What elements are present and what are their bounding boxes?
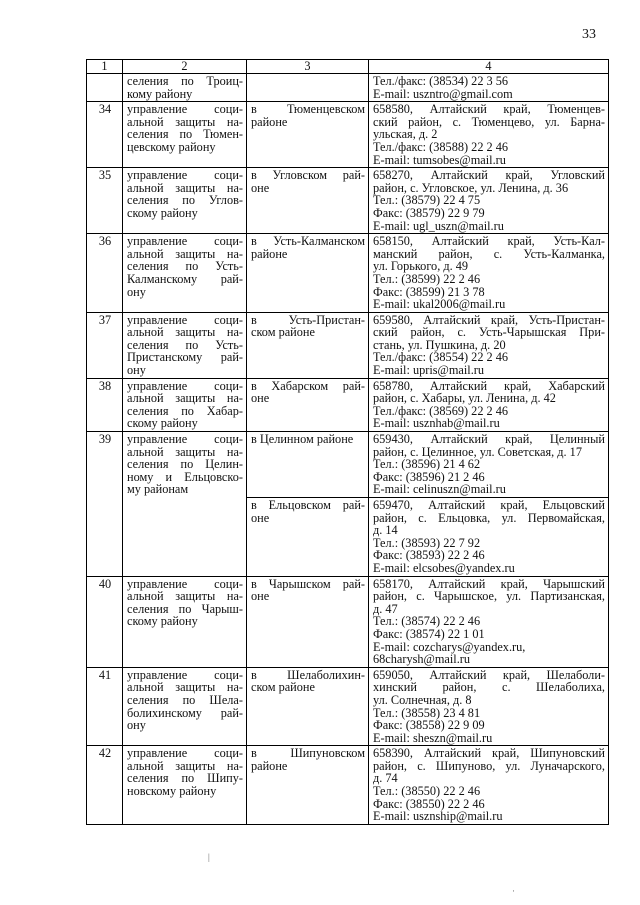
- agency-location-line: ском районе: [251, 325, 315, 340]
- agency-contacts: [369, 667, 609, 746]
- agency-contacts-line: д. 74: [373, 771, 398, 786]
- agency-contacts-line: Тел.: (38574) 22 2 46: [373, 614, 481, 629]
- agency-name-line: селения по Усть-: [127, 337, 243, 352]
- agency-contacts: [369, 234, 609, 313]
- agency-contacts-line: Факс: (38599) 21 3 78: [373, 284, 485, 299]
- agency-contacts-line: Тел.: (38550) 22 2 46: [373, 784, 481, 799]
- agency-contacts-line: д. 47: [373, 601, 398, 616]
- agency-location: [247, 746, 369, 825]
- agency-name-line: скому району: [127, 416, 198, 431]
- agency-contacts: [369, 102, 609, 168]
- scan-mark: ·: [512, 886, 515, 896]
- agency-contacts-line: E-mail: celinuszn@mail.ru: [373, 482, 506, 497]
- agency-contacts-line: район, с. Шипуново, ул. Луначарского,: [373, 758, 605, 773]
- agency-contacts-line: район, с. Чарышское, ул. Партизанская,: [373, 589, 605, 604]
- agency-name-line: альной защиты на-: [127, 325, 243, 340]
- agency-name: [123, 312, 247, 378]
- agency-name-line: кому району: [127, 86, 193, 101]
- agency-contacts-line: ский район, с. Тюменцево, ул. Барна-: [373, 114, 605, 129]
- agency-name-line: управление соци-: [127, 667, 243, 682]
- agency-location-line: в Шипуновском: [251, 746, 365, 761]
- agency-name-line: селения по Усть-: [127, 259, 243, 274]
- agency-contacts-line: Тел./факс: (38554) 22 2 46: [373, 350, 509, 365]
- table-row: [87, 667, 609, 746]
- agency-contacts-line: район, с. Целинное, ул. Советская, д. 17: [373, 444, 582, 459]
- agency-contacts: [369, 746, 609, 825]
- agency-name-line: альной защиты на-: [127, 589, 243, 604]
- agency-name: [123, 746, 247, 825]
- agency-contacts-line: E-mail: usznhab@mail.ru: [373, 416, 500, 431]
- agency-contacts: [369, 432, 609, 498]
- agency-name-line: цевскому району: [127, 139, 216, 154]
- agency-contacts-line: E-mail: usznship@mail.ru: [373, 809, 503, 824]
- agency-location: [247, 498, 369, 577]
- row-number: 40: [87, 576, 123, 667]
- agency-name-line: селения по Шела-: [127, 692, 243, 707]
- table-row: [87, 432, 609, 498]
- agency-name-line: альной защиты на-: [127, 444, 243, 459]
- agency-name-line: скому району: [127, 205, 198, 220]
- agency-location-line: в Чарышском рай-: [251, 576, 365, 591]
- agency-contacts-line: Тел./факс: (38588) 22 2 46: [373, 139, 509, 154]
- agency-contacts-line: E-mail: sheszn@mail.ru: [373, 730, 493, 745]
- agency-name-line: му районам: [127, 482, 189, 497]
- agency-contacts-line: Тел./факс: (38569) 22 2 46: [373, 403, 509, 418]
- page-number: 33: [582, 27, 596, 42]
- agency-name-line: альной защиты на-: [127, 680, 243, 695]
- agency-name-line: ону: [127, 284, 146, 299]
- agency-name-line: селения по Хабар-: [127, 403, 243, 418]
- agency-location-line: в Хабарском рай-: [251, 378, 365, 393]
- agency-location-line: районе: [251, 758, 288, 773]
- column-number: 3: [247, 60, 369, 74]
- agency-contacts: [369, 74, 609, 102]
- agency-location: [247, 378, 369, 431]
- agency-contacts-line: Факс: (38593) 22 2 46: [373, 548, 485, 563]
- agency-location-line: в Целинном районе: [251, 432, 354, 447]
- agency-name-line: селения по Тюмен-: [127, 127, 243, 142]
- agency-contacts-line: Факс: (38550) 22 2 46: [373, 796, 485, 811]
- agency-contacts-line: 68charysh@mail.ru: [373, 652, 471, 667]
- agency-location-line: в Угловском рай-: [251, 168, 365, 183]
- agency-contacts-line: ульская, д. 2: [373, 127, 438, 142]
- table-row: [87, 74, 609, 102]
- agency-location: [247, 102, 369, 168]
- column-number: 1: [87, 60, 123, 74]
- agency-name-line: Пристанскому рай-: [127, 350, 243, 365]
- agency-name-line: управление соци-: [127, 432, 243, 447]
- agency-name: [123, 74, 247, 102]
- row-number: 39: [87, 432, 123, 577]
- agency-contacts-line: ул. Солнечная, д. 8: [373, 692, 472, 707]
- agency-location-line: ском районе: [251, 680, 315, 695]
- row-number: 42: [87, 746, 123, 825]
- agency-contacts-line: 659470, Алтайский край, Ельцовский: [373, 498, 605, 512]
- agency-contacts-line: район, с. Хабары, ул. Ленина, д. 42: [373, 391, 556, 406]
- table-row: [87, 312, 609, 378]
- scan-mark: |: [208, 852, 210, 862]
- row-number: 35: [87, 168, 123, 234]
- row-number: [87, 74, 123, 102]
- agency-contacts-line: Факс: (38574) 22 1 01: [373, 626, 485, 641]
- agency-location: [247, 576, 369, 667]
- agency-name: [123, 432, 247, 577]
- agency-name-line: альной защиты на-: [127, 246, 243, 261]
- agency-location-line: районе: [251, 246, 288, 261]
- agency-contacts-line: манский район, с. Усть-Калманка,: [373, 246, 605, 261]
- column-number: 2: [123, 60, 247, 74]
- agency-name-line: альной защиты на-: [127, 758, 243, 773]
- agency-location-line: в Ельцовском рай-: [251, 498, 365, 512]
- agency-location: [247, 168, 369, 234]
- agency-name-line: болихинскому рай-: [127, 705, 243, 720]
- agencies-table: [86, 59, 609, 825]
- agency-name-line: селения по Чарыш-: [127, 601, 243, 616]
- agency-contacts: [369, 378, 609, 431]
- agency-location-line: в Усть-Пристан-: [251, 312, 365, 327]
- agency-name-line: ону: [127, 363, 146, 378]
- agency-contacts-line: Факс: (38558) 22 9 09: [373, 718, 485, 733]
- agency-name-line: управление соци-: [127, 102, 243, 117]
- agency-name-line: управление соци-: [127, 378, 243, 393]
- agency-location-line: оне: [251, 180, 270, 195]
- agency-contacts-line: Тел.: (38593) 22 7 92: [373, 535, 481, 550]
- agency-name-line: новскому району: [127, 784, 217, 799]
- agency-contacts-line: Факс: (38579) 22 9 79: [373, 205, 485, 220]
- agency-name: [123, 168, 247, 234]
- table-row: [87, 168, 609, 234]
- agency-contacts: [369, 168, 609, 234]
- agency-name-line: селения по Троиц-: [127, 74, 243, 88]
- agency-contacts-line: E-mail: ukal2006@mail.ru: [373, 297, 506, 312]
- agency-name-line: селения по Целин-: [127, 457, 243, 472]
- table-row: [87, 746, 609, 825]
- agency-contacts-line: стань, ул. Пушкина, д. 20: [373, 337, 506, 352]
- agency-contacts-line: Тел.: (38599) 22 2 46: [373, 271, 481, 286]
- agency-name-line: управление соци-: [127, 234, 243, 249]
- agency-location-line: оне: [251, 391, 270, 406]
- agency-name: [123, 576, 247, 667]
- agency-location: [247, 74, 369, 102]
- agency-contacts-line: E-mail: uszntro@gmail.com: [373, 86, 513, 101]
- agency-location: [247, 312, 369, 378]
- row-number: 41: [87, 667, 123, 746]
- agency-name-line: селения по Углов-: [127, 193, 243, 208]
- agency-contacts: [369, 576, 609, 667]
- agency-contacts-line: 658780, Алтайский край, Хабарский: [373, 378, 605, 393]
- agency-contacts-line: 658170, Алтайский край, Чарышский: [373, 576, 605, 591]
- table-row: [87, 378, 609, 431]
- agency-contacts-line: E-mail: tumsobes@mail.ru: [373, 152, 506, 167]
- row-number: 34: [87, 102, 123, 168]
- column-number: 4: [369, 60, 609, 74]
- agency-name-line: альной защиты на-: [127, 180, 243, 195]
- agency-contacts-line: ский район, с. Усть-Чарышская При-: [373, 325, 605, 340]
- row-number: 36: [87, 234, 123, 313]
- agency-name: [123, 234, 247, 313]
- agency-contacts-line: район, с. Ельцовка, ул. Первомайская,: [373, 510, 605, 525]
- agency-location: [247, 432, 369, 498]
- table-body: [87, 60, 609, 825]
- agency-name: [123, 378, 247, 431]
- agency-location-line: оне: [251, 589, 270, 604]
- agency-name: [123, 667, 247, 746]
- agency-name-line: управление соци-: [127, 576, 243, 591]
- table-row: [87, 576, 609, 667]
- agency-contacts-line: 659050, Алтайский край, Шелаболи-: [373, 667, 605, 682]
- agency-contacts-line: 658390, Алтайский край, Шипуновский: [373, 746, 605, 761]
- agency-contacts: [369, 312, 609, 378]
- row-number: 38: [87, 378, 123, 431]
- agency-contacts-line: Факс: (38596) 21 2 46: [373, 469, 485, 484]
- agency-contacts-line: 658270, Алтайский край, Угловский: [373, 168, 605, 183]
- agency-contacts-line: E-mail: upris@mail.ru: [373, 363, 485, 378]
- agency-contacts-line: район, с. Угловское, ул. Ленина, д. 36: [373, 180, 569, 195]
- agency-contacts-line: ул. Горького, д. 49: [373, 259, 469, 274]
- agency-contacts: [369, 498, 609, 577]
- row-number: 37: [87, 312, 123, 378]
- agency-name-line: управление соци-: [127, 312, 243, 327]
- agency-name-line: управление соци-: [127, 746, 243, 761]
- agency-contacts-line: хинский район, с. Шелаболиха,: [373, 680, 605, 695]
- table-row: [87, 102, 609, 168]
- column-number-row: [87, 60, 609, 74]
- agency-name-line: Калманскому рай-: [127, 271, 243, 286]
- agency-location: [247, 667, 369, 746]
- agency-contacts-line: E-mail: cozcharys@yandex.ru,: [373, 639, 526, 654]
- agency-name-line: ону: [127, 718, 146, 733]
- agency-name-line: скому району: [127, 614, 198, 629]
- agency-contacts-line: 659430, Алтайский край, Целинный: [373, 432, 605, 447]
- agency-contacts-line: E-mail: ugl_uszn@mail.ru: [373, 218, 504, 233]
- agency-location-line: районе: [251, 114, 288, 129]
- agency-name: [123, 102, 247, 168]
- agency-location-line: оне: [251, 510, 270, 525]
- agency-contacts-line: д. 14: [373, 523, 398, 538]
- agency-contacts-line: Тел./факс: (38534) 22 3 56: [373, 74, 509, 88]
- agency-name-line: ному и Ельцовско-: [127, 469, 243, 484]
- agency-contacts-line: 658150, Алтайский край, Усть-Кал-: [373, 234, 605, 249]
- agency-contacts-line: Тел.: (38596) 21 4 62: [373, 457, 481, 472]
- agency-contacts-line: E-mail: elcsobes@yandex.ru: [373, 560, 515, 575]
- agency-location-line: в Усть-Калманском: [251, 234, 365, 249]
- agency-contacts-line: 658580, Алтайский край, Тюменцев-: [373, 102, 605, 117]
- table-row: [87, 234, 609, 313]
- agency-contacts-line: Тел.: (38558) 23 4 81: [373, 705, 481, 720]
- agency-contacts-line: 659580, Алтайский край, Усть-Пристан-: [373, 312, 605, 327]
- agency-contacts-line: Тел.: (38579) 22 4 75: [373, 193, 481, 208]
- agency-location-line: в Шелаболихин-: [251, 667, 365, 682]
- agency-name-line: альной защиты на-: [127, 114, 243, 129]
- agency-name-line: селения по Шипу-: [127, 771, 243, 786]
- agency-location: [247, 234, 369, 313]
- agency-name-line: альной защиты на-: [127, 391, 243, 406]
- agency-name-line: управление соци-: [127, 168, 243, 183]
- agency-location-line: в Тюменцевском: [251, 102, 365, 117]
